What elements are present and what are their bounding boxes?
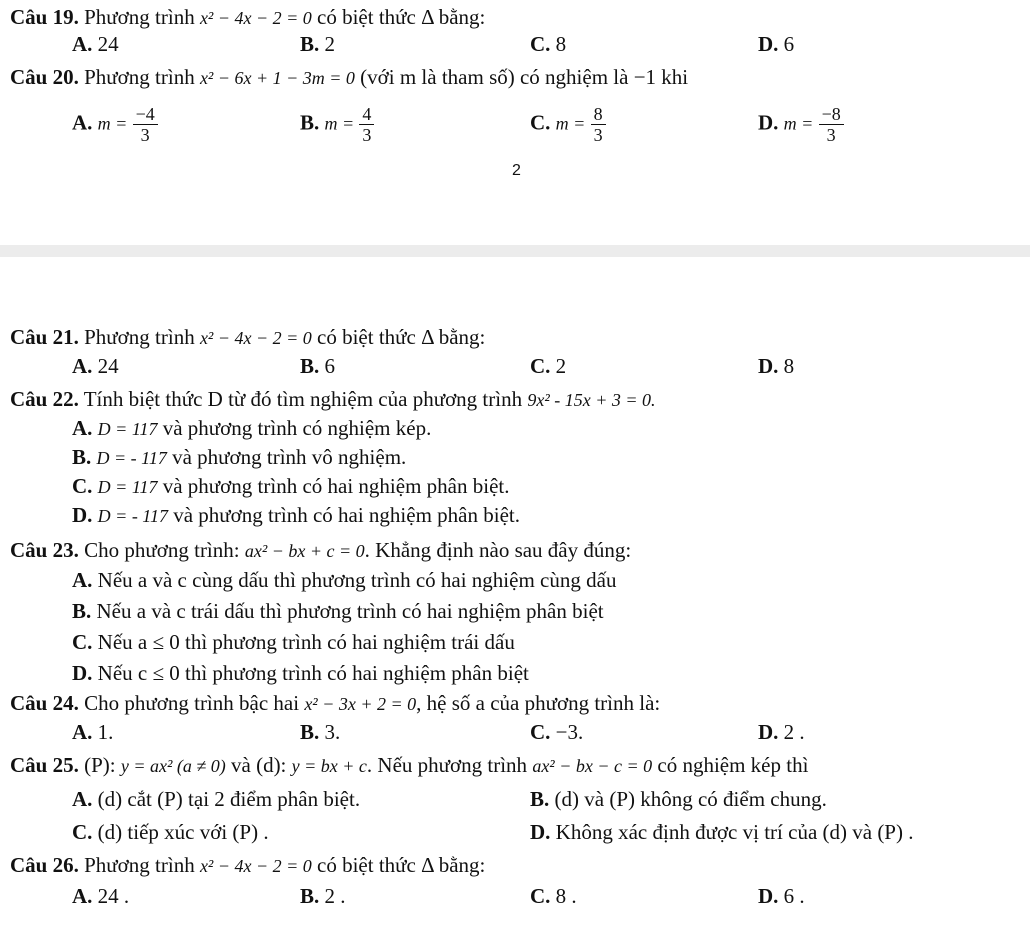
option-text: và phương trình có nghiệm kép. bbox=[162, 416, 432, 440]
option-a bbox=[72, 567, 616, 593]
option-key: A. bbox=[72, 787, 93, 811]
question-21 bbox=[10, 324, 485, 351]
option-value: 24 . bbox=[97, 884, 130, 908]
option-d bbox=[530, 819, 913, 845]
option-math: D = - 117 bbox=[96, 448, 167, 468]
option-text: Nếu a ≤ 0 thì phương trình có hai nghiệm trái dấu bbox=[97, 630, 515, 654]
option-a bbox=[72, 353, 119, 379]
question-25 bbox=[10, 752, 808, 779]
option-key: A. bbox=[72, 110, 93, 135]
question-text: Cho phương trình: bbox=[84, 538, 240, 562]
option-key: D. bbox=[758, 884, 779, 908]
option-value: 2 . bbox=[783, 720, 805, 744]
option-b bbox=[300, 353, 335, 379]
numerator: −8 bbox=[819, 104, 844, 125]
option-key: C. bbox=[530, 884, 551, 908]
option-b bbox=[72, 598, 604, 624]
question-text: (với m là tham số) có nghiệm là −1 khi bbox=[360, 65, 689, 89]
equation: x² − 6x + 1 − 3m = 0 bbox=[199, 68, 355, 88]
option-value: 2 bbox=[324, 32, 336, 56]
option-key: A. bbox=[72, 354, 93, 378]
page-number: 2 bbox=[512, 162, 521, 179]
fraction bbox=[819, 104, 844, 145]
option-key: D. bbox=[758, 32, 779, 56]
option-d bbox=[758, 883, 805, 909]
option-a bbox=[72, 415, 431, 442]
option-b bbox=[300, 104, 374, 145]
option-key: D. bbox=[758, 720, 779, 744]
option-a bbox=[72, 786, 360, 812]
option-key: B. bbox=[300, 720, 320, 744]
question-text: . Khẳng định nào sau đây đúng: bbox=[364, 538, 632, 562]
question-text: Tính biệt thức D từ đó tìm nghiệm của phương trình bbox=[83, 387, 523, 411]
question-text: . Nếu phương trình bbox=[366, 753, 528, 777]
option-d bbox=[72, 660, 529, 686]
option-value: 3. bbox=[324, 720, 341, 744]
denominator: 3 bbox=[593, 125, 603, 145]
question-text: có nghiệm kép thì bbox=[657, 753, 809, 777]
option-d bbox=[72, 502, 520, 529]
denominator: 3 bbox=[826, 125, 836, 145]
question-text: , hệ số a của phương trình là: bbox=[416, 691, 661, 715]
question-label: Câu 26. bbox=[10, 853, 79, 877]
option-key: D. bbox=[72, 503, 93, 527]
option-text: Nếu a và c trái dấu thì phương trình có hai nghiệm phân biệt bbox=[96, 599, 604, 623]
option-key: C. bbox=[72, 820, 93, 844]
option-b bbox=[300, 31, 335, 57]
option-text: Nếu c ≤ 0 thì phương trình có hai nghiệm phân biệt bbox=[97, 661, 529, 685]
equation: x² − 4x − 2 = 0 bbox=[199, 328, 312, 348]
option-value: 2 . bbox=[324, 884, 346, 908]
equation: ax² − bx − c = 0 bbox=[532, 756, 653, 776]
option-key: B. bbox=[530, 787, 550, 811]
question-24 bbox=[10, 690, 660, 717]
option-key: C. bbox=[72, 474, 93, 498]
option-text: Nếu a và c cùng dấu thì phương trình có hai nghiệm cùng dấu bbox=[97, 568, 617, 592]
option-math: D = 117 bbox=[97, 419, 158, 439]
option-value: 8 bbox=[783, 354, 795, 378]
option-c bbox=[530, 353, 566, 379]
option-key: C. bbox=[530, 110, 551, 135]
option-key: A. bbox=[72, 568, 93, 592]
option-key: C. bbox=[72, 630, 93, 654]
question-label: Câu 22. bbox=[10, 387, 79, 411]
question-text: Cho phương trình bậc hai bbox=[84, 691, 300, 715]
option-text: Không xác định được vị trí của (d) và (P) . bbox=[555, 820, 914, 844]
option-a bbox=[72, 31, 119, 57]
question-text: có biệt thức Δ bằng: bbox=[317, 325, 486, 349]
question-text: có biệt thức Δ bằng: bbox=[317, 853, 486, 877]
option-c bbox=[530, 883, 577, 909]
equation: x² − 3x + 2 = 0 bbox=[304, 694, 417, 714]
question-label: Câu 20. bbox=[10, 65, 79, 89]
option-key: A. bbox=[72, 884, 93, 908]
denominator: 3 bbox=[362, 125, 372, 145]
numerator: 8 bbox=[591, 104, 606, 125]
question-label: Câu 23. bbox=[10, 538, 79, 562]
question-label: Câu 21. bbox=[10, 325, 79, 349]
option-value: 6 bbox=[324, 354, 336, 378]
option-b bbox=[300, 883, 346, 909]
question-23 bbox=[10, 537, 631, 564]
fraction bbox=[359, 104, 374, 145]
question-text: (P): bbox=[84, 753, 116, 777]
question-19 bbox=[10, 4, 485, 31]
question-text: Phương trình bbox=[84, 325, 195, 349]
option-value: 8 . bbox=[555, 884, 577, 908]
option-key: B. bbox=[300, 110, 320, 135]
equation: x² − 4x − 2 = 0 bbox=[199, 8, 312, 28]
question-text: Phương trình bbox=[84, 65, 195, 89]
equation: y = bx + c bbox=[291, 756, 367, 776]
option-d bbox=[758, 353, 794, 379]
fraction bbox=[591, 104, 606, 145]
option-math: D = - 117 bbox=[97, 506, 168, 526]
question-label: Câu 24. bbox=[10, 691, 79, 715]
question-20 bbox=[10, 64, 688, 91]
option-text: và phương trình có hai nghiệm phân biệt. bbox=[162, 474, 510, 498]
question-26 bbox=[10, 852, 485, 879]
option-text: (d) cắt (P) tại 2 điểm phân biệt. bbox=[97, 787, 361, 811]
option-c bbox=[530, 719, 583, 745]
option-key: B. bbox=[72, 445, 92, 469]
option-a bbox=[72, 883, 129, 909]
question-text: và (d): bbox=[231, 753, 287, 777]
option-key: D. bbox=[72, 661, 93, 685]
option-b bbox=[72, 444, 406, 471]
option-c bbox=[72, 819, 269, 845]
option-prefix: m = bbox=[97, 113, 128, 134]
option-prefix: m = bbox=[324, 113, 355, 134]
option-key: A. bbox=[72, 416, 93, 440]
option-value: −3. bbox=[555, 720, 584, 744]
option-b bbox=[530, 786, 827, 812]
option-d bbox=[758, 104, 844, 145]
question-label: Câu 25. bbox=[10, 753, 79, 777]
question-text: Phương trình bbox=[84, 5, 195, 29]
numerator: −4 bbox=[133, 104, 158, 125]
option-key: B. bbox=[300, 884, 320, 908]
option-key: B. bbox=[300, 32, 320, 56]
equation: x² − 4x − 2 = 0 bbox=[199, 856, 312, 876]
option-text: và phương trình có hai nghiệm phân biệt. bbox=[173, 503, 520, 527]
option-text: và phương trình vô nghiệm. bbox=[172, 445, 407, 469]
option-prefix: m = bbox=[783, 113, 814, 134]
option-value: 24 bbox=[97, 354, 119, 378]
option-value: 24 bbox=[97, 32, 119, 56]
option-c bbox=[72, 629, 515, 655]
option-text: (d) tiếp xúc với (P) . bbox=[97, 820, 269, 844]
option-key: A. bbox=[72, 32, 93, 56]
option-key: C. bbox=[530, 32, 551, 56]
option-d bbox=[758, 719, 805, 745]
option-b bbox=[300, 719, 340, 745]
option-key: C. bbox=[530, 720, 551, 744]
option-key: C. bbox=[530, 354, 551, 378]
numerator: 4 bbox=[359, 104, 374, 125]
option-text: (d) và (P) không có điểm chung. bbox=[554, 787, 827, 811]
option-prefix: m = bbox=[555, 113, 586, 134]
option-key: D. bbox=[758, 354, 779, 378]
option-key: A. bbox=[72, 720, 93, 744]
option-d bbox=[758, 31, 794, 57]
question-label: Câu 19. bbox=[10, 5, 79, 29]
equation: 9x² - 15x + 3 = 0. bbox=[527, 390, 656, 410]
option-value: 6 bbox=[783, 32, 795, 56]
equation: ax² − bx + c = 0 bbox=[244, 541, 365, 561]
equation: y = ax² (a ≠ 0) bbox=[120, 756, 226, 776]
option-c bbox=[72, 473, 509, 500]
option-key: B. bbox=[72, 599, 92, 623]
option-a bbox=[72, 104, 158, 145]
option-key: D. bbox=[758, 110, 779, 135]
option-value: 8 bbox=[555, 32, 567, 56]
option-c bbox=[530, 104, 606, 145]
page-break bbox=[0, 245, 1030, 257]
option-key: B. bbox=[300, 354, 320, 378]
option-math: D = 117 bbox=[97, 477, 158, 497]
question-text: có biệt thức Δ bằng: bbox=[317, 5, 486, 29]
option-value: 2 bbox=[555, 354, 567, 378]
option-c bbox=[530, 31, 566, 57]
option-value: 1. bbox=[97, 720, 114, 744]
fraction bbox=[133, 104, 158, 145]
option-key: D. bbox=[530, 820, 551, 844]
option-value: 6 . bbox=[783, 884, 805, 908]
question-text: Phương trình bbox=[84, 853, 195, 877]
denominator: 3 bbox=[140, 125, 150, 145]
option-a bbox=[72, 719, 113, 745]
question-22 bbox=[10, 386, 656, 413]
